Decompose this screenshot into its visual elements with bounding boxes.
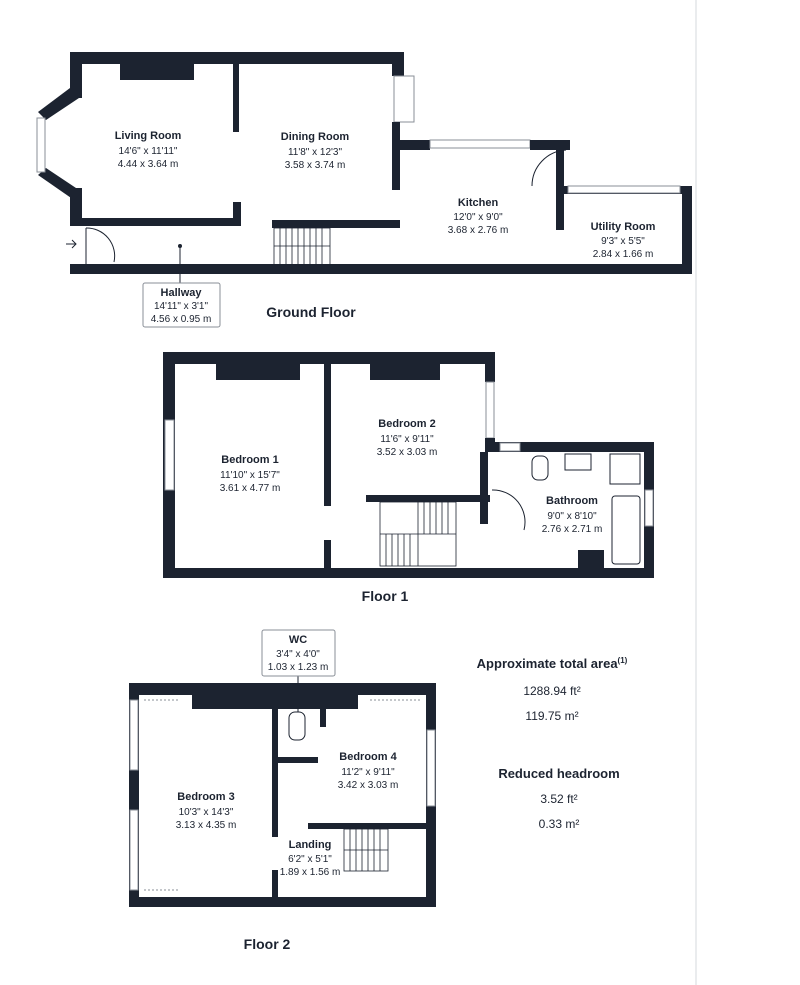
bedroom-4-name: Bedroom 4 bbox=[339, 751, 397, 763]
wall bbox=[278, 757, 318, 763]
wall bbox=[324, 540, 331, 570]
wall bbox=[70, 218, 240, 226]
landing-imperial: 6'2" x 5'1" bbox=[288, 854, 332, 865]
bedroom-1-metric: 3.61 x 4.77 m bbox=[219, 483, 281, 494]
wall bbox=[400, 140, 430, 150]
bath-icon bbox=[612, 496, 640, 564]
kitchen-metric: 3.68 x 2.76 m bbox=[447, 225, 509, 236]
floor-1-stairs bbox=[380, 502, 456, 566]
chimney-breast bbox=[216, 362, 300, 380]
living-room-name: Living Room bbox=[114, 130, 182, 142]
wall bbox=[272, 705, 278, 837]
shower-icon bbox=[610, 454, 640, 484]
floor-1-plan bbox=[163, 352, 654, 604]
bathroom-metric: 2.76 x 2.71 m bbox=[541, 524, 603, 535]
bathroom-window-top bbox=[500, 443, 520, 451]
wall bbox=[233, 62, 239, 132]
reduced-headroom-ft: 3.52 ft² bbox=[540, 792, 578, 806]
door-swing bbox=[86, 228, 115, 262]
bedroom-3-metric: 3.13 x 4.35 m bbox=[175, 820, 237, 831]
hallway-imperial: 14'11" x 3'1" bbox=[153, 301, 209, 312]
wc-name: WC bbox=[288, 634, 308, 646]
bedroom-1-window bbox=[165, 420, 174, 490]
wall bbox=[129, 897, 436, 907]
living-room-imperial: 14'6" x 11'11" bbox=[118, 146, 178, 157]
total-area-ft: 1288.94 ft² bbox=[523, 684, 581, 698]
wall bbox=[272, 220, 400, 228]
hallway-name: Hallway bbox=[160, 287, 202, 299]
hallway-marker bbox=[178, 244, 182, 248]
living-room-metric: 4.44 x 3.64 m bbox=[117, 159, 179, 170]
bedroom-2-imperial: 11'6" x 9'11" bbox=[380, 434, 434, 445]
bathroom-imperial: 9'0" x 8'10" bbox=[547, 511, 597, 522]
chimney-breast bbox=[370, 362, 440, 380]
reduced-headroom-label: Reduced headroom bbox=[498, 766, 620, 781]
wc-metric: 1.03 x 1.23 m bbox=[267, 662, 329, 673]
wall bbox=[308, 823, 428, 829]
landing-name: Landing bbox=[288, 839, 332, 851]
total-area-label-text: Approximate total area bbox=[476, 656, 618, 671]
reduced-headroom-m: 0.33 m² bbox=[538, 817, 580, 831]
ground-floor-plan bbox=[37, 52, 692, 327]
utility-room-name: Utility Room bbox=[590, 221, 656, 233]
bedroom-1-name: Bedroom 1 bbox=[221, 454, 279, 466]
wall bbox=[324, 362, 331, 506]
door-swing bbox=[492, 490, 525, 530]
bedroom-3-imperial: 10'3" x 14'3" bbox=[178, 807, 234, 818]
bedroom-3-window-lower bbox=[130, 810, 138, 890]
wc-imperial: 3'4" x 4'0" bbox=[276, 649, 320, 660]
floor-2-plan bbox=[129, 630, 436, 952]
kitchen-imperial: 12'0" x 9'0" bbox=[453, 212, 503, 223]
bedroom-1-imperial: 11'10" x 15'7" bbox=[220, 470, 280, 481]
bay-window bbox=[37, 118, 45, 172]
wall bbox=[272, 870, 278, 900]
entrance-arrow-icon bbox=[66, 240, 76, 248]
wall bbox=[70, 264, 692, 274]
ground-floor-title: Ground Floor bbox=[266, 304, 356, 320]
wall bbox=[320, 705, 326, 727]
wall bbox=[392, 122, 400, 190]
bedroom-4-imperial: 11'2" x 9'11" bbox=[341, 767, 395, 778]
wall bbox=[682, 186, 692, 272]
chimney-breast bbox=[120, 62, 194, 80]
area-summary bbox=[477, 656, 628, 831]
dining-room-name: Dining Room bbox=[280, 131, 350, 143]
sink-icon bbox=[565, 454, 591, 470]
bedroom-2-name: Bedroom 2 bbox=[378, 418, 436, 430]
bay-wall bbox=[38, 168, 82, 200]
bathroom-name: Bathroom bbox=[546, 495, 598, 507]
wc-toilet-icon bbox=[289, 712, 305, 740]
total-area-label bbox=[477, 656, 628, 671]
ground-stairs bbox=[274, 228, 330, 266]
wall bbox=[366, 495, 490, 502]
dining-room-imperial: 11'8" x 12'3" bbox=[287, 147, 343, 158]
bedroom-3-name: Bedroom 3 bbox=[177, 791, 235, 803]
floor-2-title: Floor 2 bbox=[243, 936, 291, 952]
bay-wall bbox=[38, 88, 82, 120]
bedroom-3-window bbox=[130, 700, 138, 770]
bedroom-4-window bbox=[427, 730, 435, 806]
floor-1-title: Floor 1 bbox=[361, 588, 409, 604]
kitchen-window bbox=[430, 140, 530, 148]
bathroom-window-side bbox=[645, 490, 653, 526]
wall bbox=[163, 568, 654, 578]
french-doors bbox=[394, 76, 414, 122]
utility-window bbox=[568, 186, 680, 193]
landing-metric: 1.89 x 1.56 m bbox=[279, 867, 341, 878]
wall bbox=[480, 452, 488, 524]
bedroom-2-window bbox=[486, 382, 494, 438]
kitchen-name: Kitchen bbox=[457, 197, 499, 209]
wall bbox=[530, 140, 570, 150]
bedroom-2-metric: 3.52 x 3.03 m bbox=[376, 447, 438, 458]
floor-2-stairs bbox=[344, 829, 388, 871]
wall bbox=[485, 352, 495, 382]
wall bbox=[392, 52, 404, 76]
bedroom-4-metric: 3.42 x 3.03 m bbox=[337, 780, 399, 791]
toilet-icon bbox=[532, 456, 548, 480]
total-area-footnote: (1) bbox=[617, 656, 628, 665]
hallway-metric: 4.56 x 0.95 m bbox=[150, 314, 212, 325]
dining-room-metric: 3.58 x 3.74 m bbox=[284, 160, 346, 171]
total-area-m: 119.75 m² bbox=[525, 709, 579, 723]
utility-room-imperial: 9'3" x 5'5" bbox=[601, 236, 645, 247]
utility-room-metric: 2.84 x 1.66 m bbox=[592, 249, 654, 260]
